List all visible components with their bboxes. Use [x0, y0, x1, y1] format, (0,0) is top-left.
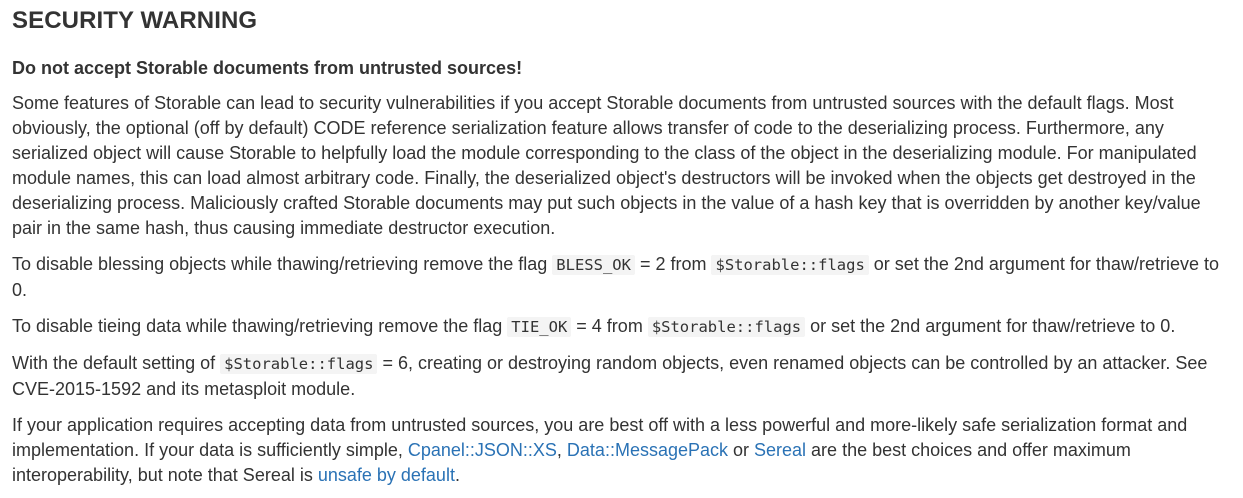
- code-storable-flags: $Storable::flags: [220, 354, 377, 374]
- text-span: or: [728, 440, 755, 460]
- paragraph-vulnerabilities: Some features of Storable can lead to security vulnerabilities if you accept Storable documents from untrusted sources with the default flags. Most obviously, the optional (off by default) CODE reference serialization feature allows transfer of code to the deserializing process. Furthermore, any serialized object will cause Storable to helpfully load the module corresponding to the class of the object in the deserializing module. For manipulated module names, this can load almost arbitrary code. Finally, the deserialized object's destructors will be invoked when the objects get destroyed in the deserializing process. Maliciously crafted Storable documents may put such objects in the value of a hash key that is overridden by another key/value pair in the same hash, thus causing immediate destructor execution.: [12, 93, 1201, 238]
- code-tie-ok: TIE_OK: [507, 317, 571, 337]
- code-storable-flags: $Storable::flags: [711, 255, 868, 275]
- text-span: = 2 from: [634, 254, 712, 274]
- link-unsafe-by-default[interactable]: unsafe by default: [317, 465, 455, 485]
- code-bless-ok: BLESS_OK: [552, 255, 635, 275]
- code-storable-flags: $Storable::flags: [648, 317, 805, 337]
- text-span: With the default setting of: [12, 353, 221, 373]
- section-heading: SECURITY WARNING: [12, 7, 258, 34]
- text-span: ,: [556, 440, 567, 460]
- text-span: are the best choices and offer maximum interoperability, but note that Sereal is: [12, 440, 1131, 485]
- text-span: or set the 2nd argument for thaw/retrieve to 0.: [12, 254, 1219, 300]
- paragraph-alternatives: [12, 413, 1234, 488]
- text-span: To disable blessing objects while thawing/retrieving remove the flag: [12, 254, 553, 274]
- link-cpanel-json-xs[interactable]: Cpanel::JSON::XS: [407, 440, 557, 460]
- paragraph-default-flags: [12, 351, 1234, 402]
- link-data-messagepack[interactable]: Data::MessagePack: [566, 440, 728, 460]
- link-sereal[interactable]: Sereal: [754, 440, 807, 460]
- text-span: To disable tieing data while thawing/retrieving remove the flag: [12, 316, 508, 336]
- warning-text: Do not accept Storable documents from untrusted sources!: [12, 58, 523, 78]
- paragraph-bless-ok: [12, 252, 1234, 303]
- text-span: .: [454, 465, 460, 485]
- text-span: = 4 from: [571, 316, 648, 336]
- pod-section: [12, 0, 1234, 488]
- paragraph-tie-ok: [12, 314, 1234, 340]
- text-span: or set the 2nd argument for thaw/retrieve to 0.: [805, 316, 1176, 336]
- text-span: = 6, creating or destroying random objects, even renamed objects can be controlled by an attacker. See CVE-2015-1592 and its metasploit module.: [12, 353, 1208, 399]
- text-span: If your application requires accepting data from untrusted sources, you are best off with a less powerful and more-likely safe serialization format and implementation. If your data is sufficiently simple,: [12, 415, 1188, 460]
